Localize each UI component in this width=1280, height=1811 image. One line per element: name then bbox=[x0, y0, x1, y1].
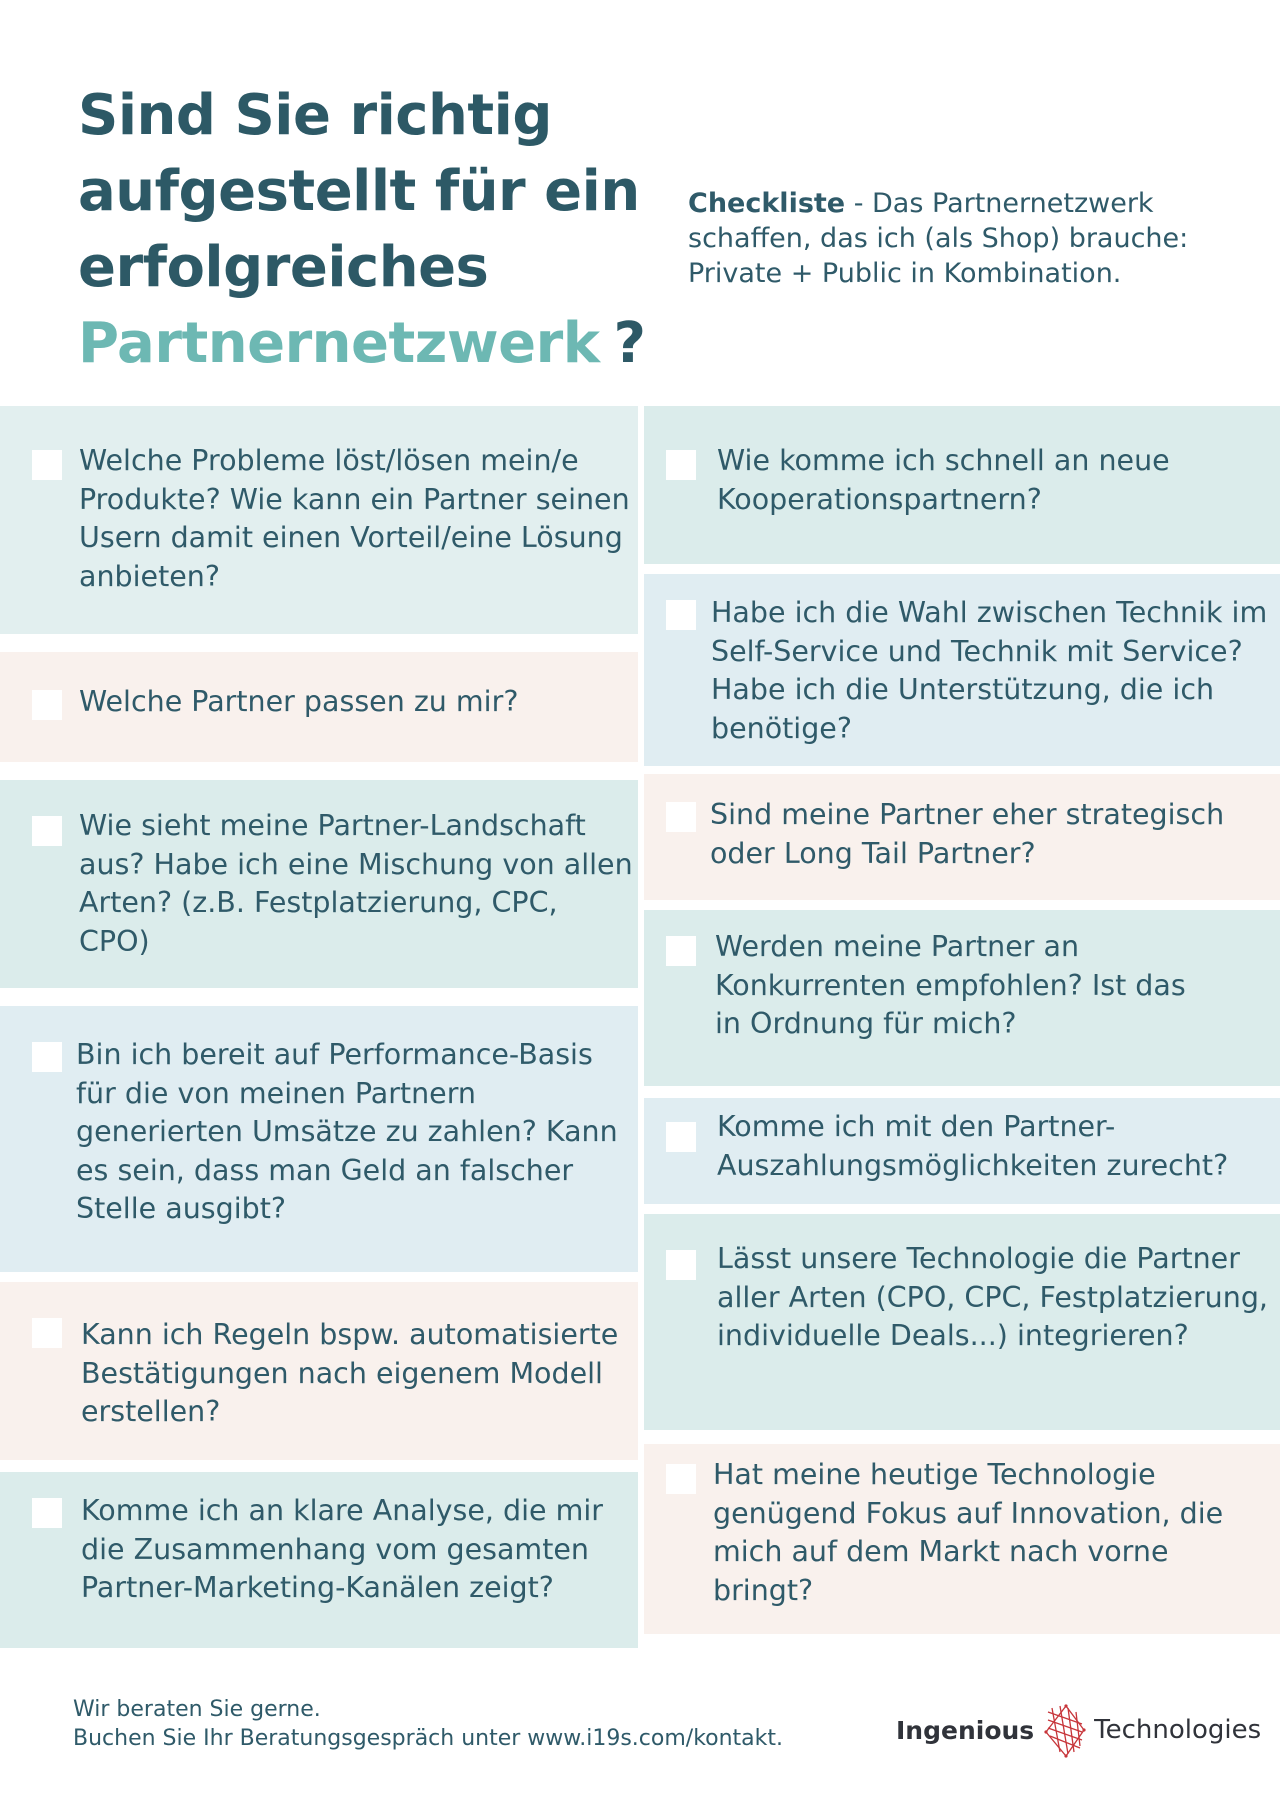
checklist-item[interactable] bbox=[644, 910, 1280, 1086]
checkbox-icon[interactable] bbox=[666, 600, 696, 630]
checkbox-icon[interactable] bbox=[666, 802, 696, 832]
checkbox-icon[interactable] bbox=[32, 690, 62, 720]
checkbox-icon[interactable] bbox=[32, 816, 62, 846]
title-question-mark: ? bbox=[613, 311, 646, 376]
checkbox-icon[interactable] bbox=[32, 450, 62, 480]
checkbox-icon[interactable] bbox=[666, 1464, 696, 1494]
logo-name: Ingenious bbox=[896, 1715, 1035, 1745]
checklist-item[interactable] bbox=[0, 1472, 638, 1648]
checklist-item[interactable] bbox=[644, 1214, 1280, 1430]
title-line-1: Sind Sie richtig bbox=[78, 83, 552, 148]
question-text: Komme ich an klare Analyse, die mir die Zusammenhang vom gesamten Partner-Marketing-Kanälen zeigt? bbox=[81, 1494, 604, 1604]
page-title bbox=[78, 78, 678, 382]
question-text: Werden meine Partner an Konkurrenten empfohlen? Ist das in Ordnung für mich? bbox=[715, 930, 1186, 1040]
question-text: Kann ich Regeln bspw. automatisierte Bestätigungen nach eigenem Modell erstellen? bbox=[81, 1318, 619, 1428]
question-text: Habe ich die Wahl zwischen Technik im Self-Service und Technik mit Service? Habe ich die Unterstützung, die ich benötige? bbox=[711, 596, 1268, 745]
title-accent: Partnernetzwerk bbox=[78, 311, 600, 376]
checklist-item[interactable] bbox=[0, 652, 638, 762]
checkbox-icon[interactable] bbox=[32, 1318, 62, 1348]
logo-suffix: Technologies bbox=[1094, 1715, 1262, 1745]
checkbox-icon[interactable] bbox=[666, 1122, 696, 1152]
checklist-item[interactable] bbox=[0, 1282, 638, 1460]
question-text: Wie sieht meine Partner-Landschaft aus? Habe ich eine Mischung von allen Arten? (z.B. Festplatzierung, CPC, CPO) bbox=[79, 809, 633, 958]
checklist-item[interactable] bbox=[644, 1444, 1280, 1634]
checklist-intro bbox=[688, 186, 1228, 291]
question-text: Bin ich bereit auf Performance-Basis für die von meinen Partnern generierten Umsätze zu zahlen? Kann es sein, dass man Geld an falscher Stelle ausgibt? bbox=[76, 1038, 618, 1225]
question-text: Welche Probleme löst/lösen mein/e Produkte? Wie kann ein Partner seinen Usern damit einen Vorteil/eine Lösung anbieten? bbox=[79, 444, 630, 593]
checklist-item[interactable] bbox=[0, 1006, 638, 1272]
ingenious-logo-icon bbox=[1042, 1702, 1088, 1758]
question-text: Welche Partner passen zu mir? bbox=[79, 685, 519, 718]
footer-contact bbox=[73, 1695, 783, 1753]
title-line-3: erfolgreiches bbox=[78, 235, 489, 300]
question-text: Sind meine Partner eher strategisch oder Long Tail Partner? bbox=[710, 798, 1225, 870]
title-line-4 bbox=[78, 306, 678, 382]
question-text: Wie komme ich schnell an neue Kooperationspartnern? bbox=[717, 444, 1170, 516]
checkbox-icon[interactable] bbox=[32, 1498, 62, 1528]
checklist-item[interactable] bbox=[0, 406, 638, 634]
checklist-label: Checkliste bbox=[688, 188, 846, 219]
title-line-2: aufgestellt für ein bbox=[78, 159, 640, 224]
checklist-item[interactable] bbox=[644, 574, 1280, 766]
footer-line-1: Wir beraten Sie gerne. bbox=[73, 1697, 321, 1722]
checklist-item[interactable] bbox=[0, 780, 638, 988]
checklist-item[interactable] bbox=[644, 774, 1280, 900]
checklist-item[interactable] bbox=[644, 1098, 1280, 1204]
question-text: Komme ich mit den Partner-Auszahlungsmöglichkeiten zurecht? bbox=[717, 1110, 1229, 1182]
question-text: Lässt unsere Technologie die Partner aller Arten (CPO, CPC, Festplatzierung, individuelle Deals...) integrieren? bbox=[717, 1242, 1268, 1352]
checkbox-icon[interactable] bbox=[666, 936, 696, 966]
checkbox-icon[interactable] bbox=[666, 450, 696, 480]
footer-line-2[interactable]: Buchen Sie Ihr Beratungsgespräch unter www.i19s.com/kontakt. bbox=[73, 1726, 784, 1751]
checklist-description: - Das Partnernetzwerk schaffen, das ich (als Shop) brauche: Private + Public in Kombination. bbox=[688, 188, 1189, 289]
checkbox-icon[interactable] bbox=[32, 1042, 62, 1072]
question-text: Hat meine heutige Technologie genügend Fokus auf Innovation, die mich auf dem Markt nach vorne bringt? bbox=[713, 1458, 1224, 1607]
company-logo bbox=[896, 1700, 1261, 1760]
checklist-item[interactable] bbox=[644, 406, 1280, 564]
checkbox-icon[interactable] bbox=[666, 1250, 696, 1280]
